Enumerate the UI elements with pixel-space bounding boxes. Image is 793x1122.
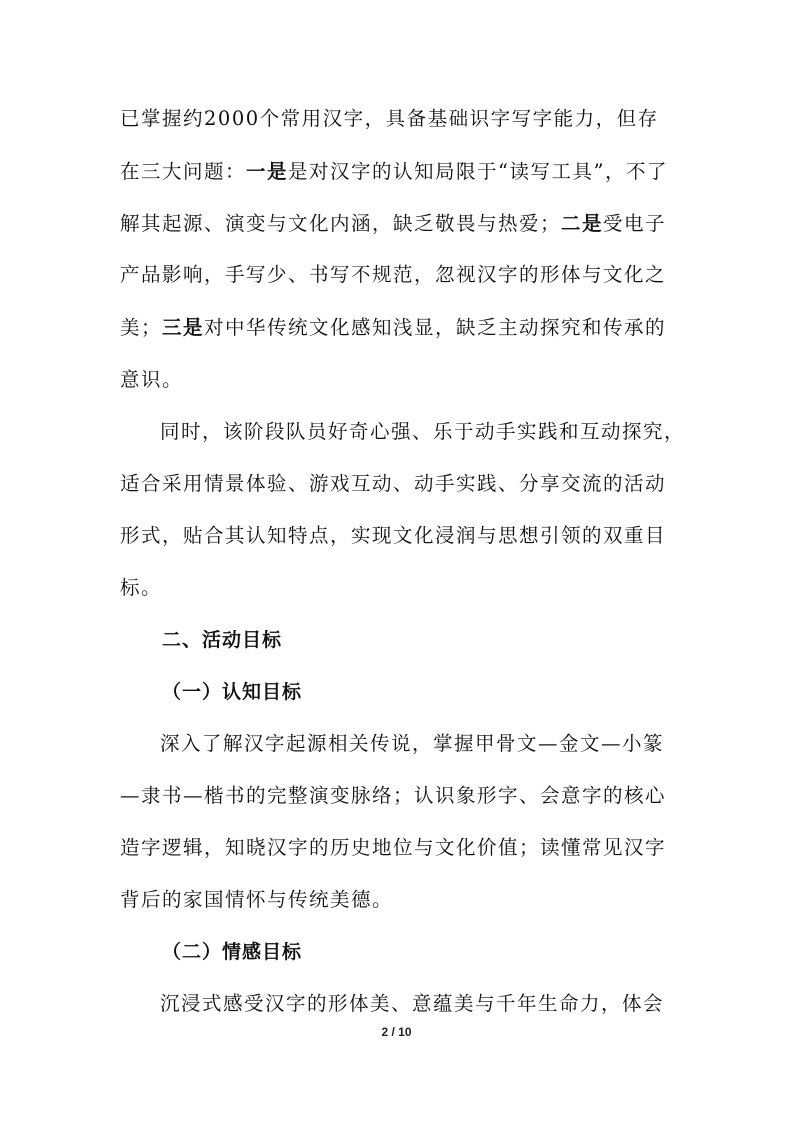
paragraph-line: 沉浸式感受汉字的形体美、意蕴美与千年生命力，体会	[160, 992, 665, 1015]
paragraph-line: 同时，该阶段队员好奇心强、乐于动手实践和互动探究，	[160, 420, 686, 443]
paragraph-line: 深入了解汉字起源相关传说，掌握甲骨文—金文—小篆	[160, 732, 665, 755]
paragraph-text: 在三大问题：	[120, 160, 247, 183]
paragraph-line: 形式，贴合其认知特点，实现文化浸润与思想引领的双重目	[120, 524, 667, 547]
section-heading: 二、活动目标	[162, 629, 283, 651]
subsection-heading-cognitive: （一）认知目标	[162, 681, 303, 703]
emphasis-keyword: 三是	[162, 316, 205, 339]
paragraph-line	[120, 212, 680, 236]
paragraph-line: —隶书—楷书的完整演变脉络；认识象形字、会意字的核心	[120, 784, 667, 807]
paragraph-line: 标。	[120, 576, 163, 599]
paragraph-line: 已掌握约2000个常用汉字，具备基础识字写字能力，但存	[120, 107, 659, 130]
paragraph-line	[120, 316, 680, 340]
emphasis-keyword: 一是	[246, 160, 289, 183]
page-number: 2 / 10	[381, 1025, 412, 1039]
paragraph-text: 对中华传统文化感知浅显，缺乏主动探究和传承的	[204, 316, 667, 339]
paragraph-text: 是对汉字的认知局限于“读写工具”，不了	[288, 160, 668, 183]
paragraph-text: 解其起源、演变与文化内涵，缺乏敬畏与热爱；	[120, 212, 562, 235]
subsection-heading-emotional: （二）情感目标	[162, 941, 303, 963]
paragraph-line: 适合采用情景体验、游戏互动、动手实践、分享交流的活动	[120, 472, 667, 495]
emphasis-keyword: 二是	[561, 212, 604, 235]
paragraph-line: 产品影响，手写少、书写不规范，忽视汉字的形体与文化之	[120, 263, 667, 286]
paragraph-line: 意识。	[120, 368, 184, 391]
paragraph-line	[120, 160, 680, 184]
paragraph-line: 背后的家国情怀与传统美德。	[120, 888, 394, 911]
paragraph-text: 美；	[120, 316, 163, 339]
paragraph-text: 受电子	[603, 212, 667, 235]
paragraph-line: 造字逻辑，知晓汉字的历史地位与文化价值；读懂常见汉字	[120, 836, 667, 859]
